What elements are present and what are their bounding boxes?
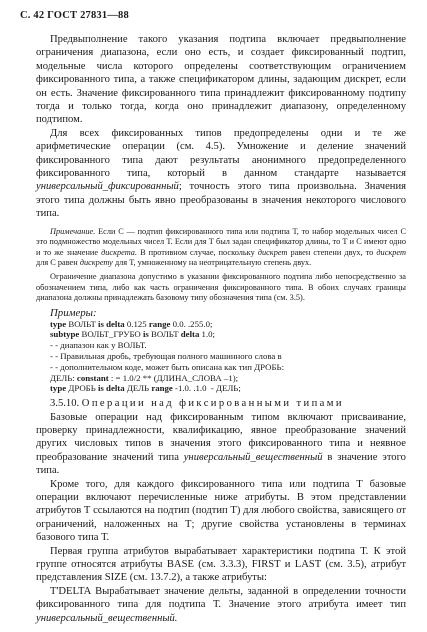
code-line (50, 383, 406, 394)
text-run: для Т, умноженному на неотрицательную степень двух. (112, 257, 312, 267)
text-run: Если С — подтип фиксированного типа или подтипа Т, то набор модельных чисел С это подмножество модельных чисел Т. Если для Т был задан спецификатор длины, то Т и С имеют одно и то же значение (36, 226, 406, 257)
term-universal-real: универсальный_вещественный. (36, 612, 178, 624)
keyword: is delta (97, 383, 125, 394)
code-text: ВОЛЬТ (66, 318, 99, 329)
examples-title: Примеры: (50, 306, 97, 319)
paragraph-subtype-elaboration: Предвыполнение такого указания подтипа включает предвыполнение ограничения диапазона, если оно есть, и создает фиксированный подтип, модельные числа которого определены соответствующим ограничением фиксированного типа, а также спецификатором длины, задающим дискрет, если он есть. Значение фиксированного типа принадлежит фиксированному подтипу тогда и только тогда, когда оно принадлежит диапазону, определенному подтипом. (36, 34, 406, 126)
code-comment: - - дополнительном коде, может быть описана как тип ДРОБЬ: (50, 361, 285, 372)
page-header: С. 42 ГОСТ 27831—88 (20, 10, 129, 21)
page-content (36, 33, 406, 625)
term-discrete: дискрета. (101, 247, 138, 257)
code-line (50, 373, 406, 384)
paragraph-basic-operations (36, 411, 406, 478)
keyword: type (50, 318, 67, 329)
keyword: constant (76, 372, 109, 383)
code-text: 1.0; (199, 329, 215, 340)
code-text: ДЕЛЬ (124, 383, 152, 394)
text-run: равен степени двух, то (287, 247, 377, 257)
keyword: is (142, 329, 149, 340)
keyword: range (148, 318, 171, 329)
keyword: is delta (98, 318, 125, 329)
code-line (50, 319, 406, 330)
note-range-constraint: Ограничение диапазона допустимо в указании фиксированного подтипа либо непосредственно за обозначением типа, либо как часть ограничения фиксированного типа. В обоих случаях границы диапазона должны принадлежать базовому типу обозначения типа (см. 3.5). (36, 272, 406, 303)
note-model-numbers (36, 227, 406, 269)
code-comment: - - диапазон как у ВОЛЬТ. (50, 340, 147, 351)
paragraph-first-group: Первая группа атрибутов вырабатывает характеристики подтипа Т. К этой группе относятся атрибуты BASE (см. 3.3.3), FIRST и LAST (см. 3.5), атрибут представления SIZE (см. 13.7.2), а также атрибуты: (36, 545, 406, 584)
text-run: Базовые операции над фиксированным типом включают присваивание, проверку принадлежности, квалификацию, явное преобразование значений других числовых типов в значения этого фиксированного типа и неявное преобразование значений типа (36, 411, 406, 463)
section-number: 3.5.10. (50, 398, 80, 410)
text-run: для С равен (36, 257, 80, 267)
term-discrete: дискрету (79, 257, 113, 267)
code-comment: - - Правильная дробь, требующая полного машинного слова в (50, 350, 282, 361)
text-run: T'DELTA Вырабатывает значение дельты, заданной в определении точности фиксированного типа для подтипа Т. Значение этого атрибута имеет тип (36, 585, 406, 611)
keyword: range (151, 383, 173, 394)
code-text: : = 1.0/2 ** (ДЛИНА_СЛОВА –1); (108, 372, 239, 383)
term-discrete: дискрет (376, 247, 406, 257)
code-text: ДЕЛЬ: (50, 372, 77, 383)
text-run: в значение этого типа. (36, 451, 406, 477)
code-text: -1.0. .1.0 - ДЕЛЬ; (172, 383, 241, 394)
code-line (50, 329, 406, 340)
paragraph-arithmetic-operations (36, 127, 406, 221)
section-title: Операции над фиксированными типами (81, 398, 344, 410)
code-text: 0.125 (124, 318, 149, 329)
code-text: 0.0. .255.0; (170, 318, 213, 329)
term-universal-fixed: универсальный_фиксированный (36, 181, 179, 193)
text-run: В противном случае, поскольку (137, 247, 258, 257)
term-universal-real: универсальный_вещественный (183, 451, 323, 463)
text-run: Для всех фиксированных типов предопределены одни и те же арифметические операции (см. 4.5). Умножение и деление значений фиксированного типа дают результаты анонимного предопределенного фиксированного типа, который в данном стандарте называется (36, 127, 406, 180)
term-discrete: дискрет (257, 247, 288, 257)
code-text: ВОЛЬТ (148, 329, 181, 340)
keyword: type (50, 383, 67, 394)
note-label: Примечание. (50, 226, 96, 236)
keyword: delta (180, 329, 200, 340)
code-text: ВОЛЬТ_ГРУБО (79, 329, 143, 340)
paragraph-attributes-intro: Кроме того, для каждого фиксированного типа или подтипа Т базовые операции включают перечисленные ниже атрибуты. В этом представлении атрибутов Т ссылаются на подтип (подтип Т) для любого свойства, зависящего от ограничений, наложенных на Т; другие свойства установлены в терминах базового типа Т. (36, 478, 406, 544)
code-text: ДРОБЬ (66, 383, 98, 394)
text-run: ; точность этого типа произвольна. Значения этого типа должны быть явно преобразованы в значения некоторого числового типа. (36, 181, 406, 220)
keyword: subtype (50, 329, 80, 340)
paragraph-delta-attribute (36, 585, 406, 625)
section-heading (36, 397, 406, 410)
